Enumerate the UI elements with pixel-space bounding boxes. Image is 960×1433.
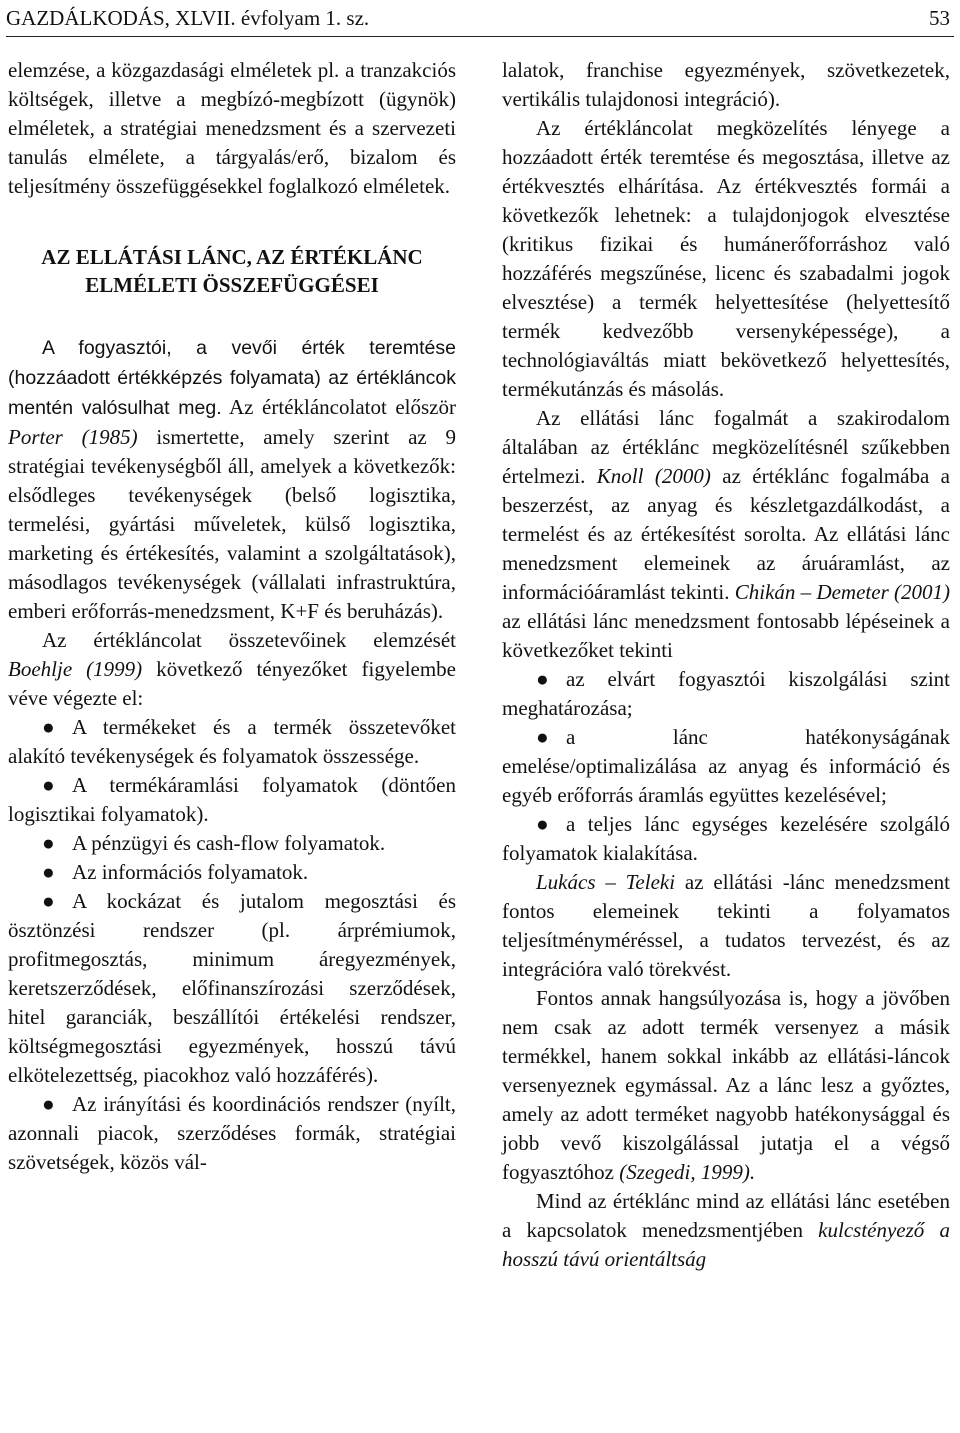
running-header — [6, 2, 954, 34]
list-item — [502, 723, 950, 810]
paragraph-value-chain — [8, 333, 456, 626]
bullet-icon: ● — [42, 860, 55, 884]
section-heading-line-1: AZ ELLÁTÁSI LÁNC, AZ ÉRTÉKLÁNC — [41, 245, 423, 269]
list-item-text: a teljes lánc egységes kezelésére szolgáló folyamatok kialakítása. — [502, 812, 950, 865]
list-item-text: A termékeket és a termék összetevőket alakító tevékenységek és folyamatok összessége. — [8, 715, 456, 768]
list-item-text: a lánc hatékonyságának emelése/optimalizálása az anyag és információ és egyéb erőforrás áramlás együttes kezelésével; — [502, 725, 950, 807]
continued-paragraph: lalatok, franchise egyezmények, szövetkezetek, vertikális tulajdonosi integráció). — [502, 58, 950, 111]
list-item — [8, 887, 456, 1090]
paragraph-text: az ellátási -lánc menedzsment fontos elemeinek tekinti a folyamatos teljesítményméréssel, a tudatos tervezést, és az integrációra való törekvést. — [502, 870, 950, 981]
citation: Boehlje (1999) — [8, 657, 143, 681]
right-column — [502, 56, 950, 1274]
left-column — [8, 56, 456, 1177]
list-item — [8, 1090, 456, 1177]
paragraph-text: Az ellátási lánc fogalmát a szakirodalom általában az értéklánc megközelítésnél szűkebben értelmezi. — [502, 406, 950, 488]
list-item-text: A kockázat és jutalom megosztási és ösztönzési rendszer (pl. árprémiumok, profitmegosztás, minimum áregyezmények, keretszerződések, előfinanszírozási szerződések, hitel garanciák, beszállítói értékelési rendszer, költségmegosztási egyezmények, hosszú távú elkötelezettség, piacokhoz való hozzáférés). — [8, 889, 456, 1087]
citation: Chikán – Demeter (2001) — [734, 580, 951, 604]
bullet-icon: ● — [536, 667, 549, 691]
list-item — [502, 665, 950, 723]
emphasis-text: kulcstényező a hosszú távú orientáltság — [502, 1218, 950, 1271]
bullet-icon: ● — [536, 812, 549, 836]
paragraph-lukacs — [502, 868, 950, 984]
paragraph-text: ismertette, amely szerint az 9 stratégiai tevékenységből áll, amelyek a következők: elsődleges tevékenységek (belső logisztika, termelési, gyártási műveletek, külső logisztika, marketing és értékesítés, valamint a szolgáltatások), másodlagos tevékenységek (vállalati infrastruktúra, emberi erőforrás-menedzsment, K+F és beruházás). — [8, 425, 456, 623]
bullet-icon: ● — [42, 889, 55, 913]
list-item — [8, 771, 456, 829]
list-item-text: Az információs folyamatok. — [72, 860, 309, 884]
list-item-text: A termékáramlási folyamatok (döntően logisztikai folyamatok). — [8, 773, 456, 826]
paragraph-text: Fontos annak hangsúlyozása is, hogy a jövőben nem csak az adott termék versenyez a másik termékkel, hanem sokkal inkább az ellátási-láncok versenyeznek egymással. Az a lánc lesz a győztes, amely az adott terméket nagyobb hatékonysággal és jobb vevő kiszolgálással jutatja el a végső fogyasztóhoz — [502, 986, 950, 1184]
header-rule — [6, 36, 954, 37]
paragraph-text: az ellátási lánc menedzsment fontosabb lépéseinek a következőket tekinti — [502, 609, 950, 662]
citation: Knoll (2000) — [596, 464, 711, 488]
paragraph-text: Az értékláncolat összetevőinek elemzését — [42, 628, 456, 652]
paragraph-text: Mind az értéklánc mind az ellátási lánc esetében a kapcsolatok menedzsmentjében — [502, 1189, 950, 1242]
paragraph-supply-chain — [502, 404, 950, 665]
paragraph-text: az értéklánc fogalmába a beszerzést, az anyag és készletgazdálkodást, a termelést és az értékesítést sorolta. Az ellátási lánc menedzsment elemeinek az áruáramlást, az információáramlást tekinti. — [502, 464, 951, 604]
bullet-icon: ● — [42, 715, 55, 739]
list-item-text: Az irányítási és koordinációs rendszer (nyílt, azonnali piacok, szerződéses formák, stratégiai szövetségek, közös vál- — [8, 1092, 456, 1174]
paragraph-text: Az értékláncolatot először — [229, 395, 456, 419]
paragraph-value-loss: Az értékláncolat megközelítés lényege a hozzáadott érték teremtése és megosztása, illetve az értékvesztés elhárítása. Az értékvesztés formái a következők lehetnek: a tulajdonjogok elvesztése (kritikus fizikai és humánerőforráshoz való hozzáférés megszűnése, licenc és szabadalmi jogok elvesztése) a termék helyettesítése (helyettesítő termék kedvezőbb versenyképessége), a technológiaváltás miatt bekövetkező helyettesítés, termékutánzás és másolás. — [502, 116, 950, 401]
section-heading-line-2: ELMÉLETI ÖSSZEFÜGGÉSEI — [85, 273, 379, 297]
bullet-icon: ● — [42, 831, 55, 855]
page-number: 53 — [929, 6, 950, 30]
list-item — [502, 810, 950, 868]
journal-title: GAZDÁLKODÁS, XLVII. évfolyam 1. sz. — [6, 6, 370, 30]
paragraph-relationships — [502, 1187, 950, 1274]
list-item-text: A pénzügyi és cash-flow folyamatok. — [72, 831, 386, 855]
bullet-icon: ● — [536, 725, 549, 749]
citation: (Szegedi, 1999). — [619, 1160, 756, 1184]
list-item-text: az elvárt fogyasztói kiszolgálási szint meghatározása; — [502, 667, 950, 720]
section-heading — [8, 243, 456, 299]
paragraph-competition — [502, 984, 950, 1187]
list-item — [8, 858, 456, 887]
citation: Lukács – Teleki — [536, 870, 676, 894]
intro-paragraph: elemzése, a közgazdasági elméletek pl. a tranzakciós költségek, illetve a megbízó-megbízott (ügynök) elméletek, a stratégiai menedzsment és a szervezeti tanulás elmélete, a tárgyalás/erő, bizalom és teljesítmény összefüggésekkel foglalkozó elméletek. — [8, 58, 456, 198]
list-item — [8, 829, 456, 858]
bullet-icon: ● — [42, 773, 55, 797]
paragraph-text: A fogyasztói, a vevői érték teremtése (hozzáadott értékképzés folyamata) az értékláncok mentén valósulhat meg. — [8, 337, 456, 419]
citation: Porter (1985) — [8, 425, 138, 449]
bullet-icon: ● — [42, 1092, 55, 1116]
paragraph-text: következő tényezőket figyelembe véve végezte el: — [8, 657, 457, 710]
list-item — [8, 713, 456, 771]
paragraph-boehlje — [8, 626, 456, 713]
